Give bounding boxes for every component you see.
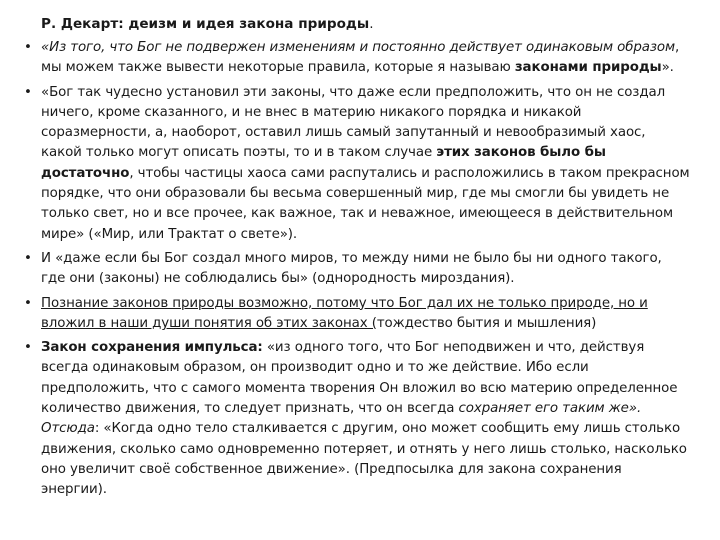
- quote-italic: «Из того, что Бог не подвержен изменениям и постоянно действует одинаковым образом: [41, 40, 675, 55]
- chaos-text-bold: этих законов было бы достаточно: [41, 145, 606, 181]
- quote-text: , мы можем также вывести некоторые правила, которые я называю: [41, 40, 680, 76]
- title-period: .: [369, 16, 374, 32]
- momentum-italic: сохраняет его таким же». Отсюда: [41, 401, 642, 437]
- bullet-icon: •: [24, 250, 32, 266]
- cognition-underlined: Познание законов природы возможно, потому что Бог дал их не только природе, но и вложил в наши души понятия об этих законах (: [41, 295, 648, 331]
- momentum-text-end: : «Когда одно тело сталкивается с другим, оно может сообщить ему лишь столько движения, сколько само одновременно потеряет, и отнять у него лишь столько, насколько оно увеличит своё собственное движение». (Предпосылка для закона сохранения энергии).: [41, 421, 687, 498]
- bullet-icon: •: [24, 295, 32, 311]
- bullet-list: [24, 38, 690, 501]
- cognition-text: тождество бытия и мышления): [376, 315, 597, 331]
- chaos-text-end: , чтобы частицы хаоса сами распутались и расположились в таком прекрасном порядке, что они образовали бы весьма совершенный мир, где мы смогли бы увидеть не только свет, но и все прочее, как важное, так и неважное, имеющееся в действительном мире» («Мир, или Трактат о свете»).: [41, 165, 690, 242]
- momentum-text-start: «из одного того, что Бог неподвижен и что, действуя всегда одинаковым образом, он производит одно и то же действие. Ибо если предположить, что с самого момента творения Он вложил во всю материю определенное количество движения, то следует признать, что он всегда: [41, 340, 678, 417]
- bullet-icon: •: [24, 340, 32, 356]
- bullet-item-cognition: [24, 294, 690, 335]
- quote-bold: законами природы: [514, 60, 662, 76]
- bullet-icon: •: [24, 84, 32, 100]
- momentum-heading: Закон сохранения импульса:: [41, 340, 263, 356]
- bullet-item-chaos: [24, 83, 690, 245]
- slide-title: [24, 14, 690, 34]
- chaos-text-start: «Бог так чудесно установил эти законы, что даже если предположить, что он не создал ничего, кроме сказанного, и не внес в материю никакого порядка и никакой соразмерности, а, наоборот, оставил лишь самый запутанный и невообразимый хаос, какой только могут описать поэты, то и в таком случае: [41, 84, 666, 161]
- bullet-item-many-worlds: [24, 249, 690, 290]
- worlds-text: И «даже если бы Бог создал много миров, то между ними не было бы ни одного такого, где они (законы) не соблюдались бы» (однородность мироздания).: [41, 250, 662, 287]
- quote-end: ».: [661, 60, 674, 76]
- bullet-icon: •: [24, 40, 32, 55]
- bullet-item-laws-of-nature: [24, 38, 690, 79]
- bullet-item-momentum: [24, 338, 690, 500]
- title-text: Р. Декарт: деизм и идея закона природы: [41, 16, 370, 32]
